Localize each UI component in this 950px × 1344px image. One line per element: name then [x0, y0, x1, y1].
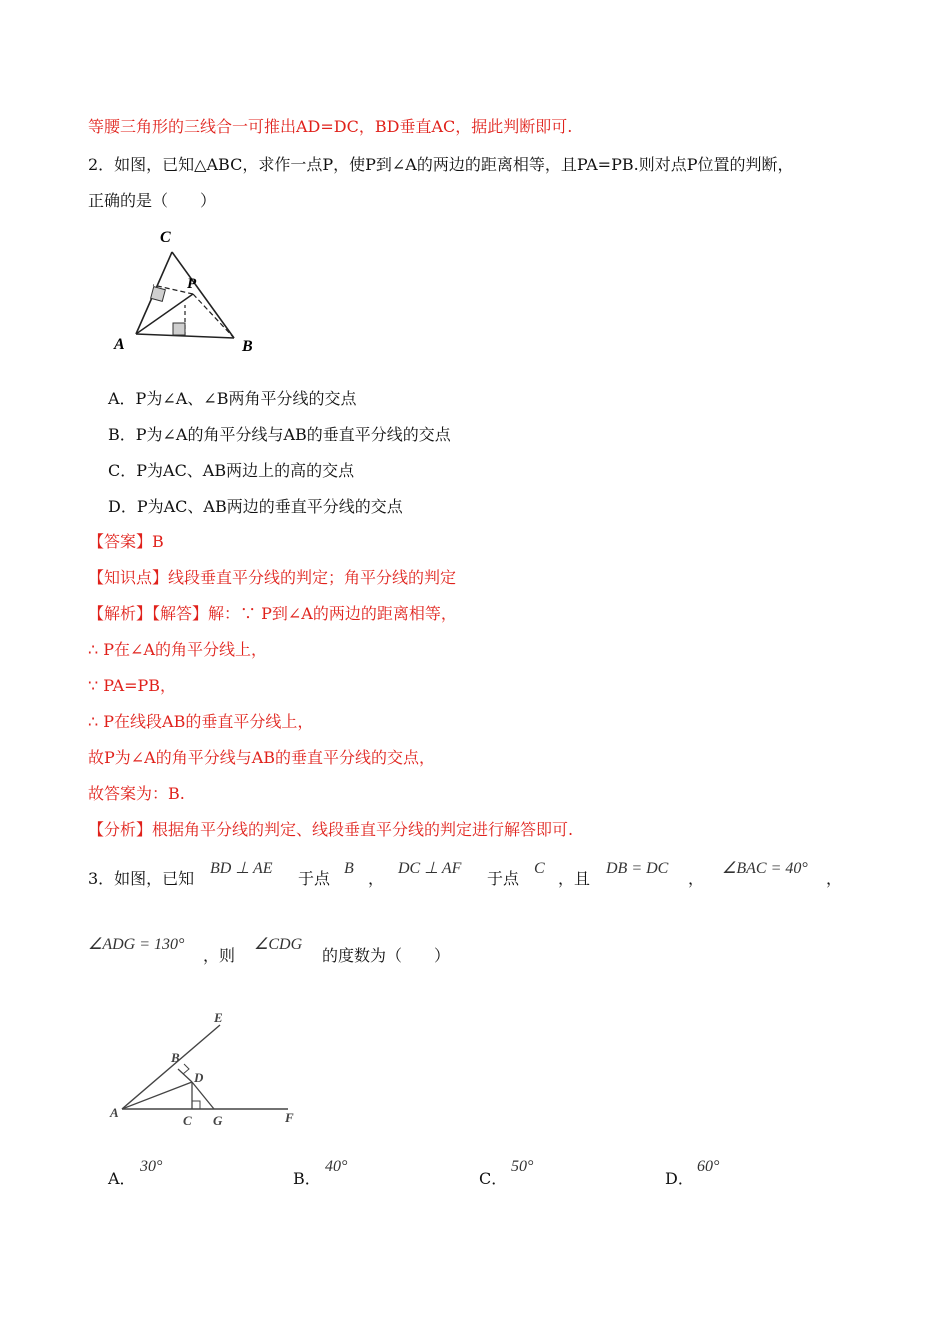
q2-option-b: B．P为∠A的角平分线与AB的垂直平分线的交点 [108, 425, 451, 444]
q3-word-ze: ，则 [203, 946, 236, 965]
q2-right-angle-mark-1 [151, 287, 166, 302]
q3-point-c: C [534, 860, 545, 877]
q3-word-qie: ，且 [558, 869, 591, 888]
q2-triangle-figure [110, 222, 280, 357]
q3-expr-angle-bac: ∠BAC = 40° [722, 860, 808, 877]
q3-label-d: D [194, 1070, 204, 1085]
q3-expr-angle-adg: ∠ADG = 130° [88, 936, 185, 953]
q3-option-d-value: 60° [697, 1158, 720, 1175]
q3-expr-angle-cdg: ∠CDG [254, 936, 303, 953]
q2-analysis-line4: ∴ P在线段AB的垂直平分线上， [88, 712, 314, 731]
q3-word-yudian-2: 于点 [487, 869, 520, 888]
q2-stem-line2: 正确的是（ ） [88, 191, 217, 210]
q3-comma-3: ， [688, 869, 705, 888]
q2-knowledge: 【知识点】线段垂直平分线的判定；角平分线的判定 [88, 568, 457, 587]
q2-analysis-line6: 故答案为：B. [88, 784, 185, 803]
q2-label-p: P [187, 276, 197, 292]
q3-word-yudian-1: 于点 [298, 869, 331, 888]
intro-line: 等腰三角形的三线合一可推出AD=DC，BD垂直AC，据此判断即可. [88, 117, 573, 136]
q2-label-b: B [242, 338, 253, 355]
q3-point-b: B [344, 860, 354, 877]
q3-label-c: C [183, 1113, 192, 1128]
q3-segment-bd [178, 1069, 192, 1082]
q3-expr-bd-perp-ae: BD ⊥ AE [210, 860, 273, 877]
q2-analysis-line2: ∴ P在∠A的角平分线上， [88, 640, 267, 659]
q2-label-a: A [114, 336, 125, 353]
q3-label-a: A [110, 1105, 119, 1120]
q3-label-f: F [285, 1110, 294, 1125]
q3-option-a-value: 30° [140, 1158, 163, 1175]
q3-right-angle-c [192, 1101, 200, 1109]
q3-ray-ae [122, 1025, 220, 1109]
q3-option-c-letter: C． [479, 1169, 508, 1188]
q3-geometry-figure [108, 1008, 308, 1130]
q3-expr-dc-perp-af: DC ⊥ AF [398, 860, 462, 877]
q2-segment-pb [193, 294, 234, 338]
q3-label-b: B [171, 1050, 180, 1065]
q3-segment-dg [192, 1082, 214, 1109]
q2-option-d: D．P为AC、AB两边的垂直平分线的交点 [108, 497, 403, 516]
q3-option-b-value: 40° [325, 1158, 348, 1175]
q3-expr-db-eq-dc: DB = DC [606, 860, 669, 877]
q3-label-e: E [214, 1010, 223, 1025]
q2-stem-line1: 2．如图，已知△ABC，求作一点P，使P到∠A的两边的距离相等，且PA=PB.则对点P位置的判断， [88, 155, 794, 174]
q3-label-g: G [213, 1113, 223, 1128]
q3-option-c-value: 50° [511, 1158, 534, 1175]
q2-option-c: C．P为AC、AB两边上的高的交点 [108, 461, 355, 480]
q3-suffix: 的度数为（ ） [322, 946, 451, 965]
q2-remark: 【分析】根据角平分线的判定、线段垂直平分线的判定进行解答即可. [88, 820, 574, 839]
q3-option-a-letter: A． [108, 1169, 136, 1188]
q3-option-d-letter: D． [665, 1169, 694, 1188]
q2-analysis-line3: ∵ PA=PB， [88, 676, 177, 695]
q3-right-angle-b [183, 1064, 189, 1074]
q2-analysis-line5: 故P为∠A的角平分线与AB的垂直平分线的交点， [88, 748, 436, 767]
q2-analysis-line1: 【解析】【解答】解：∵ P到∠A的两边的距离相等， [88, 604, 457, 623]
q2-answer: 【答案】B [88, 532, 164, 551]
q3-segment-ad [122, 1082, 192, 1109]
q3-comma-4: ， [826, 869, 843, 888]
q3-comma-1: ， [368, 869, 385, 888]
q2-label-c: C [160, 229, 171, 246]
q3-prefix: 3．如图，已知 [88, 869, 195, 888]
q2-option-a: A．P为∠A、∠B两角平分线的交点 [108, 389, 357, 408]
q2-right-angle-mark-2 [173, 323, 185, 335]
q3-option-b-letter: B． [293, 1169, 321, 1188]
